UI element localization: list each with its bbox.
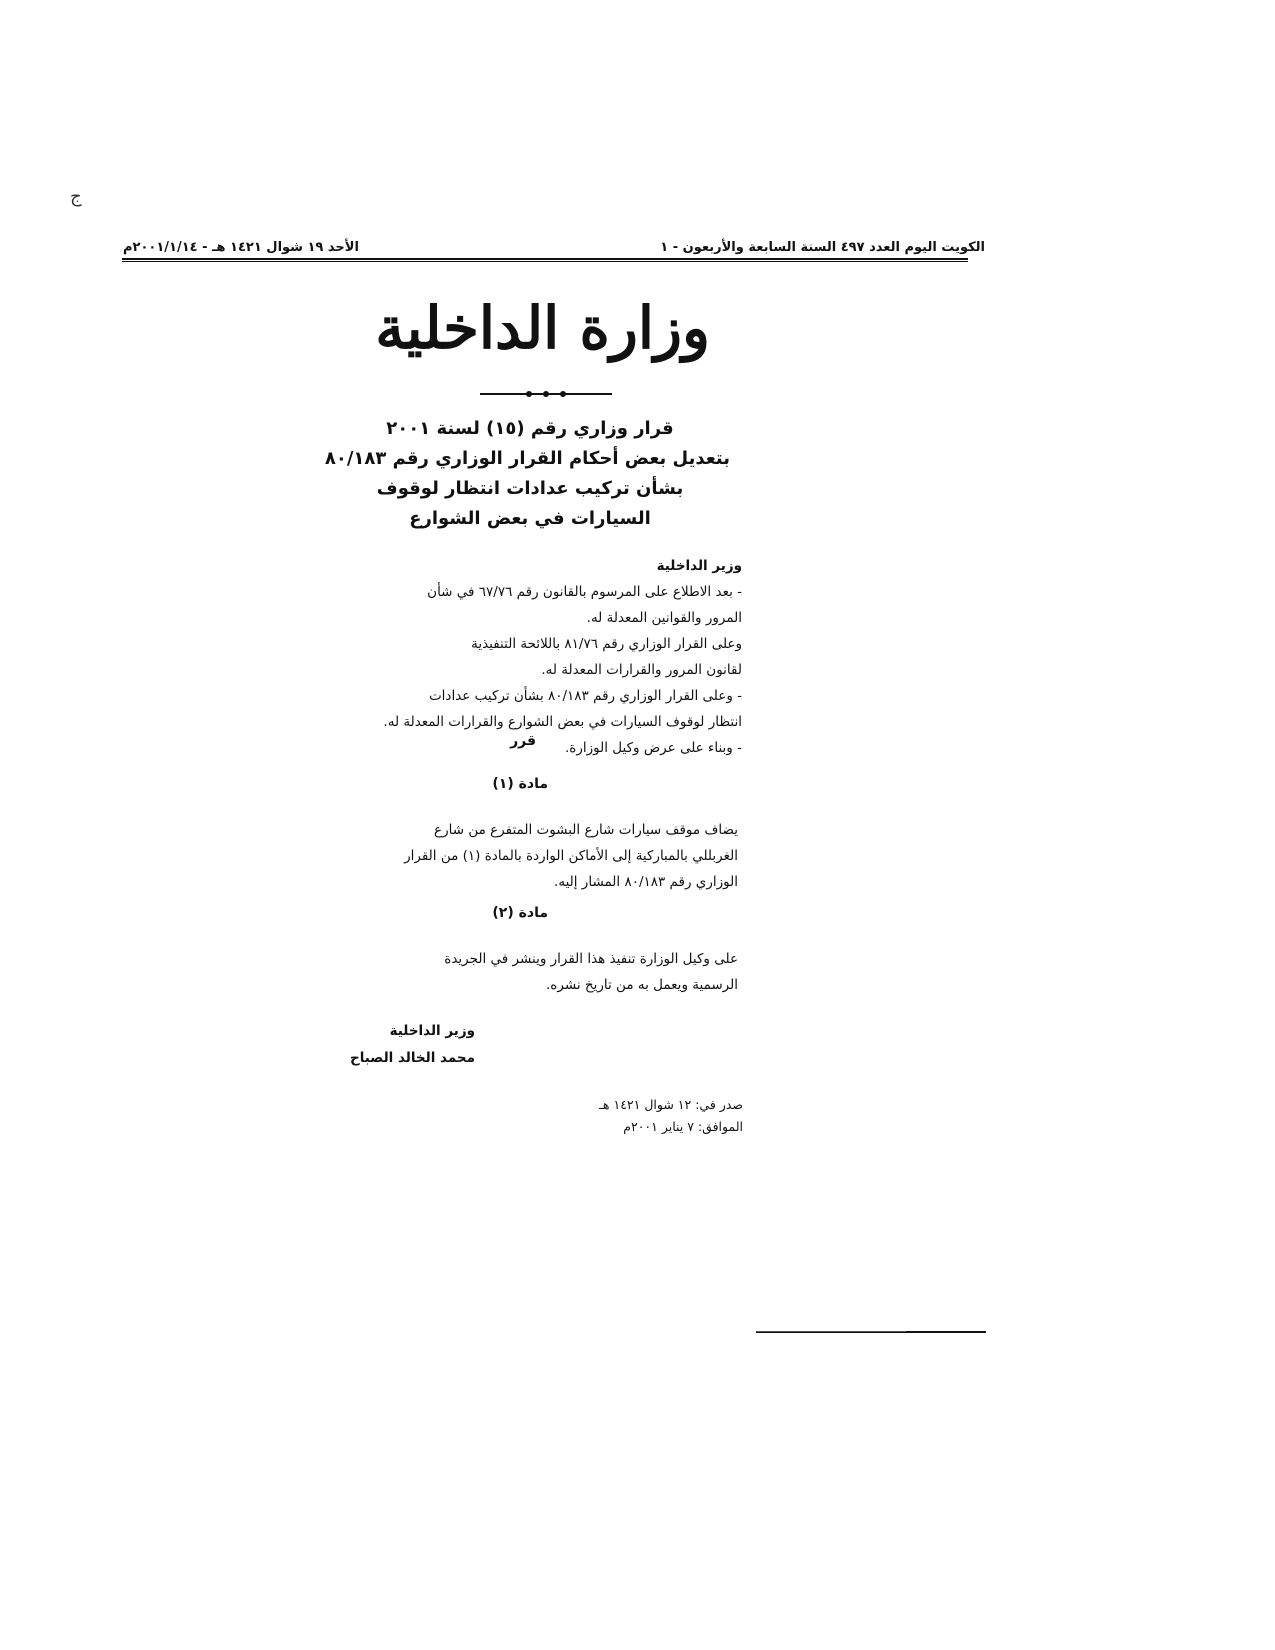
article-line: الوزاري رقم ٨٠/١٨٣ المشار إليه. (554, 874, 738, 890)
preamble-line: - وعلى القرار الوزاري رقم ٨٠/١٨٣ بشأن تركيب عدادات (428, 688, 742, 704)
decided-heading: قرر (510, 733, 536, 749)
preamble-line: - وبناء على عرض وكيل الوزارة. (565, 740, 742, 756)
article-2-body (318, 946, 738, 998)
issue-date-hijri: صدر في: ١٢ شوال ١٤٢١ هـ (599, 1097, 743, 1112)
decree-title-line: قرار وزاري رقم (١٥) لسنة ٢٠٠١ (386, 418, 674, 439)
header-rule (122, 258, 968, 262)
issue-date-gregorian: الموافق: ٧ يناير ٢٠٠١م (623, 1119, 743, 1134)
article-1-body (318, 817, 738, 895)
preamble-line: - بعد الاطلاع على المرسوم بالقانون رقم ٦٧/٧٦ في شأن (427, 584, 742, 600)
article-line: على وكيل الوزارة تنفيذ هذا القرار وينشر في الجريدة (444, 951, 738, 967)
issue-date-block (599, 1094, 743, 1138)
preamble-line: انتظار لوقوف السيارات في بعض الشوارع والقرارات المعدلة له. (383, 714, 742, 730)
footer-rule (756, 1331, 986, 1333)
decree-title-line: بشأن تركيب عدادات انتظار لوقوف (376, 478, 684, 499)
article-line: يضاف موقف سيارات شارع البشوت المتفرع من شارع (434, 822, 738, 838)
gazette-date-header: الأحد ١٩ شوال ١٤٢١ هـ - ٢٠٠١/١/١٤م (123, 240, 359, 255)
article-line: الرسمية ويعمل به من تاريخ نشره. (546, 977, 738, 993)
article-2-heading: مادة (٢) (492, 905, 548, 921)
title-ornament (480, 391, 612, 397)
preamble-line: المرور والقوانين المعدلة له. (586, 610, 742, 626)
page-mark: ج (70, 186, 82, 207)
decree-title-line: بتعديل بعض أحكام القرار الوزاري رقم ٨٠/١٨٣ (324, 448, 730, 469)
signature-block (350, 1018, 475, 1072)
preamble-heading: وزير الداخلية (656, 558, 742, 574)
decree-title (324, 414, 730, 534)
signature-name: محمد الخالد الصباح (349, 1050, 475, 1066)
gazette-issue-header: الكويت اليوم العدد ٤٩٧ السنة السابعة والأربعون - ١ (660, 240, 985, 255)
decree-title-line: السيارات في بعض الشوارع (409, 508, 651, 529)
preamble (322, 553, 742, 761)
preamble-line: لقانون المرور والقرارات المعدلة له. (541, 662, 742, 678)
article-line: الغربللي بالمباركية إلى الأماكن الواردة بالمادة (١) من القرار (404, 848, 738, 864)
signature-title: وزير الداخلية (389, 1023, 475, 1039)
ministry-calligraphy-title: وزارة الداخلية (375, 294, 710, 362)
article-1-heading: مادة (١) (492, 776, 548, 792)
preamble-line: وعلى القرار الوزاري رقم ٨١/٧٦ باللائحة التنفيذية (471, 636, 742, 652)
